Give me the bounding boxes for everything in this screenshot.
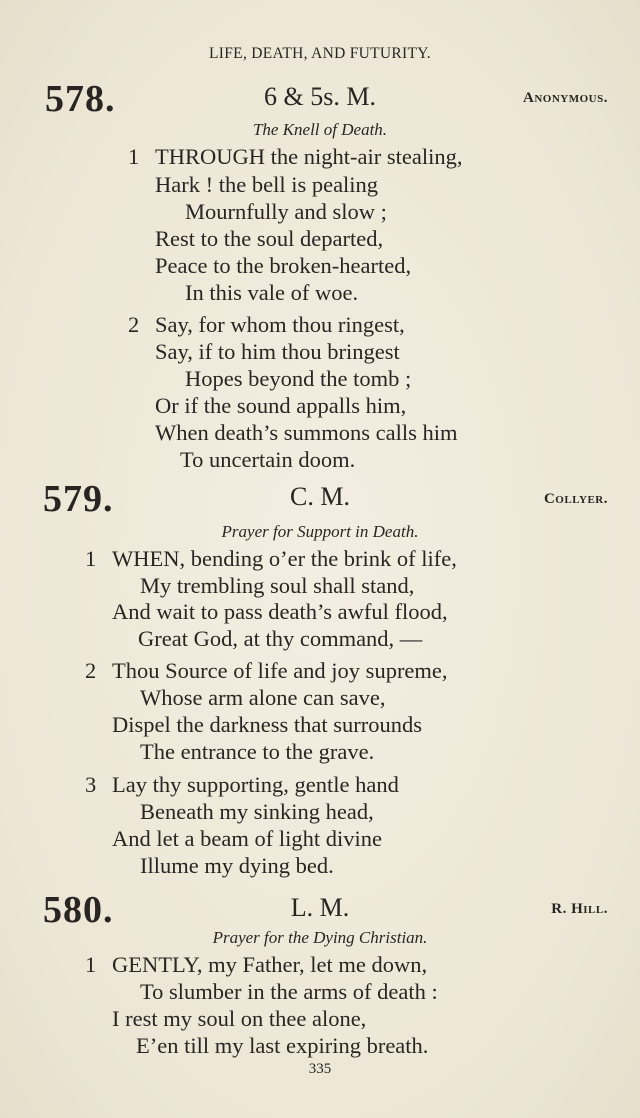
hymn-line: When death’s summons calls him — [155, 420, 458, 445]
verse-number: 1 — [85, 952, 97, 977]
hymn-title: The Knell of Death. — [252, 120, 388, 139]
verse-number: 1 — [85, 546, 97, 571]
hymn-line: Or if the sound appalls him, — [155, 393, 407, 418]
hymn-line: GENTLY, my Father, let me down, — [112, 952, 428, 977]
hymn-line: Peace to the broken-hearted, — [155, 253, 412, 278]
hymn-line: Say, if to him thou bringest — [155, 339, 400, 364]
hymn-number: 579. — [43, 478, 114, 520]
hymn-line: I rest my soul on thee alone, — [112, 1006, 367, 1031]
hymn-line: To slumber in the arms of death : — [140, 979, 438, 1004]
hymn-line: And let a beam of light divine — [112, 826, 382, 851]
hymn-line: The entrance to the grave. — [140, 739, 375, 764]
page-number: 335 — [308, 1061, 332, 1077]
hymn-line: My trembling soul shall stand, — [140, 573, 415, 598]
hymn-line: Dispel the darkness that surrounds — [112, 712, 422, 737]
hymn-meter: L. M. — [290, 893, 350, 922]
hymn-line: Thou Source of life and joy supreme, — [112, 658, 448, 683]
hymn-line: THROUGH the night-air stealing, — [155, 144, 463, 169]
hymn-line: Lay thy supporting, gentle hand — [112, 772, 399, 797]
hymn-line: Beneath my sinking head, — [140, 799, 374, 824]
hymn-line: And wait to pass death’s awful flood, — [112, 599, 448, 624]
hymn-line: Hopes beyond the tomb ; — [185, 366, 412, 391]
hymn-title: Prayer for the Dying Christian. — [212, 928, 428, 947]
hymn-author: Anonymous. — [523, 90, 608, 106]
hymn-author: Collyer. — [543, 491, 608, 507]
hymn-line: WHEN, bending o’er the brink of life, — [112, 546, 457, 571]
hymn-meter: C. M. — [290, 482, 350, 511]
hymn-line: Say, for whom thou ringest, — [155, 312, 405, 337]
hymn-line: Rest to the soul departed, — [155, 226, 384, 251]
hymn-number: 580. — [43, 889, 114, 931]
verse-number: 2 — [128, 312, 140, 337]
hymn-line: To uncertain doom. — [180, 447, 356, 472]
hymn-line: Illume my dying bed. — [140, 853, 334, 878]
hymn-line: Mournfully and slow ; — [185, 199, 387, 224]
hymn-line: Whose arm alone can save, — [140, 685, 386, 710]
hymn-line: Hark ! the bell is pealing — [155, 172, 379, 197]
hymn-number: 578. — [45, 78, 116, 120]
hymn-author: R. Hill. — [551, 901, 608, 917]
verse-number: 3 — [85, 772, 97, 797]
verse-number: 2 — [85, 658, 97, 683]
hymn-title: Prayer for Support in Death. — [221, 522, 419, 541]
hymn-line: E’en till my last expiring breath. — [136, 1033, 429, 1058]
hymn-line: Great God, at thy command, — — [138, 626, 423, 651]
verse-number: 1 — [128, 144, 140, 169]
running-head: LIFE, DEATH, AND FUTURITY. — [209, 45, 431, 62]
hymn-meter: 6 & 5s. M. — [264, 82, 376, 111]
hymn-line: In this vale of woe. — [185, 280, 359, 305]
